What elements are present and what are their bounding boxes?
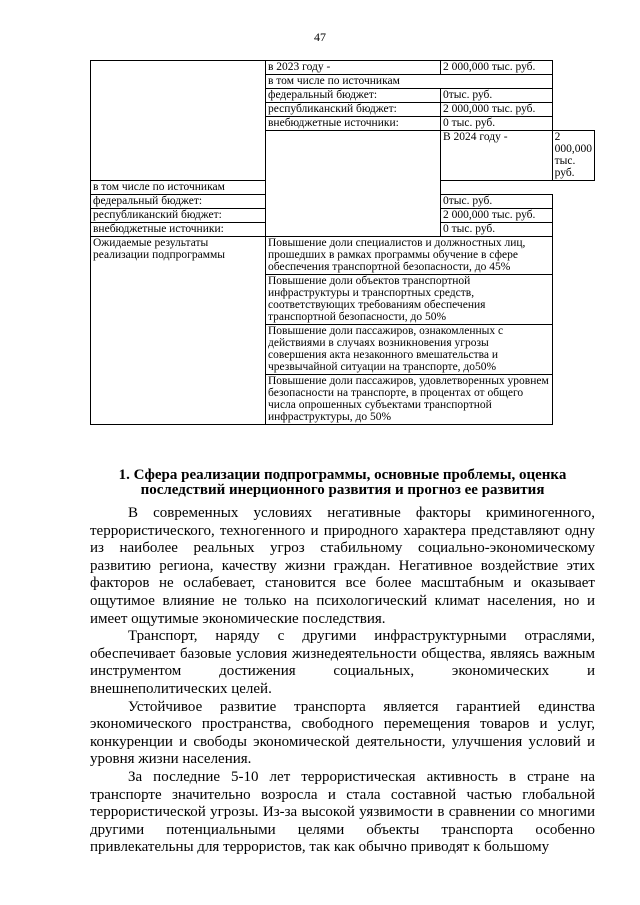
result-item-4: Повышение доли пассажиров, удовлетворенных уровнем безопасности на транспорте, в процентах от общего числа опрошенных субъектами транспортной инфраструктуры, до 50% <box>266 375 553 425</box>
federal-label-2024: федеральный бюджет: <box>91 195 266 209</box>
section-body <box>90 505 595 857</box>
by-sources-2023: в том числе по источникам <box>266 75 553 89</box>
table-row <box>91 181 595 195</box>
section-heading <box>90 468 595 498</box>
table-row <box>91 61 595 75</box>
result-item-3: Повышение доли пассажиров, ознакомленных с действиями в случаях возникновения угрозы совершения акта незаконного вмешательства и чрезвычайной ситуации на транспорте, до50% <box>266 325 553 375</box>
table-row <box>91 237 595 275</box>
year-amount-2023: 2 000,000 тыс. руб. <box>441 61 553 75</box>
year-label-2023: в 2023 году - <box>266 61 441 75</box>
year-label-2024: В 2024 году - <box>441 131 553 181</box>
empty-left-cell-2023 <box>91 61 266 181</box>
offbudget-label-2024: внебюджетные источники: <box>91 223 266 237</box>
results-label: Ожидаемые результаты реализации подпрограммы <box>91 237 266 425</box>
republic-label-2023: республиканский бюджет: <box>266 103 441 117</box>
offbudget-amount-2024: 0 тыс. руб. <box>441 223 553 237</box>
page-number: 47 <box>314 30 326 44</box>
section-heading-line-2: последствий инерционного развития и прогноз ее развития <box>140 482 545 498</box>
by-sources-2024: в том числе по источникам <box>91 181 441 195</box>
paragraph-1: В современных условиях негативные факторы криминогенного, террористического, техногенного и природного характера представляют одну из наиболее реальных угроз стабильному социально-экономическому развитию региона, качеству жизни граждан. Негативное воздействие этих факторов не ослабевает, становится все более масштабным и оказывает ощутимое влияние не только на психологический климат населения, но и имеет ощутимые экономические последствия. <box>90 505 595 627</box>
federal-amount-2024: 0тыс. руб. <box>441 195 553 209</box>
republic-label-2024: республиканский бюджет: <box>91 209 266 223</box>
offbudget-label-2023: внебюджетные источники: <box>266 117 441 131</box>
paragraph-2: Транспорт, наряду с другими инфраструктурными отраслями, обеспечивает базовые условия жизнедеятельности общества, являясь важным инструментом достижения социальных, экономических и внешнеполитических целей. <box>90 628 595 697</box>
program-passport-table <box>90 60 595 425</box>
federal-label-2023: федеральный бюджет: <box>266 89 441 103</box>
federal-amount-2023: 0тыс. руб. <box>441 89 553 103</box>
result-item-1: Повышение доли специалистов и должностных лиц, прошедших в рамках программы обучение в сфере обеспечения транспортной безопасности, до 45% <box>266 237 553 275</box>
paragraph-4: За последние 5-10 лет террористическая активность в стране на транспорте значительно возросла и стала составной частью глобальной террористической угрозы. Из-за высокой уязвимости в сравнении со многими другими потенциальными целями объекты транспорта особенно привлекательны для террористов, так как обычно приводят к большому <box>90 768 595 856</box>
republic-amount-2024: 2 000,000 тыс. руб. <box>441 209 553 223</box>
result-item-2: Повышение доли объектов транспортной инфраструктуры и транспортных средств, соответствующих требованиям обеспечения транспортной безопасности, до 50% <box>266 275 553 325</box>
year-amount-2024: 2 000,000 тыс. руб. <box>552 131 594 181</box>
paragraph-3: Устойчивое развитие транспорта является гарантией единства экономического пространства, свободного перемещения товаров и услуг, конкуренции и свободы экономической деятельности, улучшения условий и уровня жизни населения. <box>90 698 595 768</box>
offbudget-amount-2023: 0 тыс. руб. <box>441 117 553 131</box>
republic-amount-2023: 2 000,000 тыс. руб. <box>441 103 553 117</box>
section-heading-line-1: 1. Сфера реализации подпрограммы, основные проблемы, оценка <box>118 467 567 483</box>
